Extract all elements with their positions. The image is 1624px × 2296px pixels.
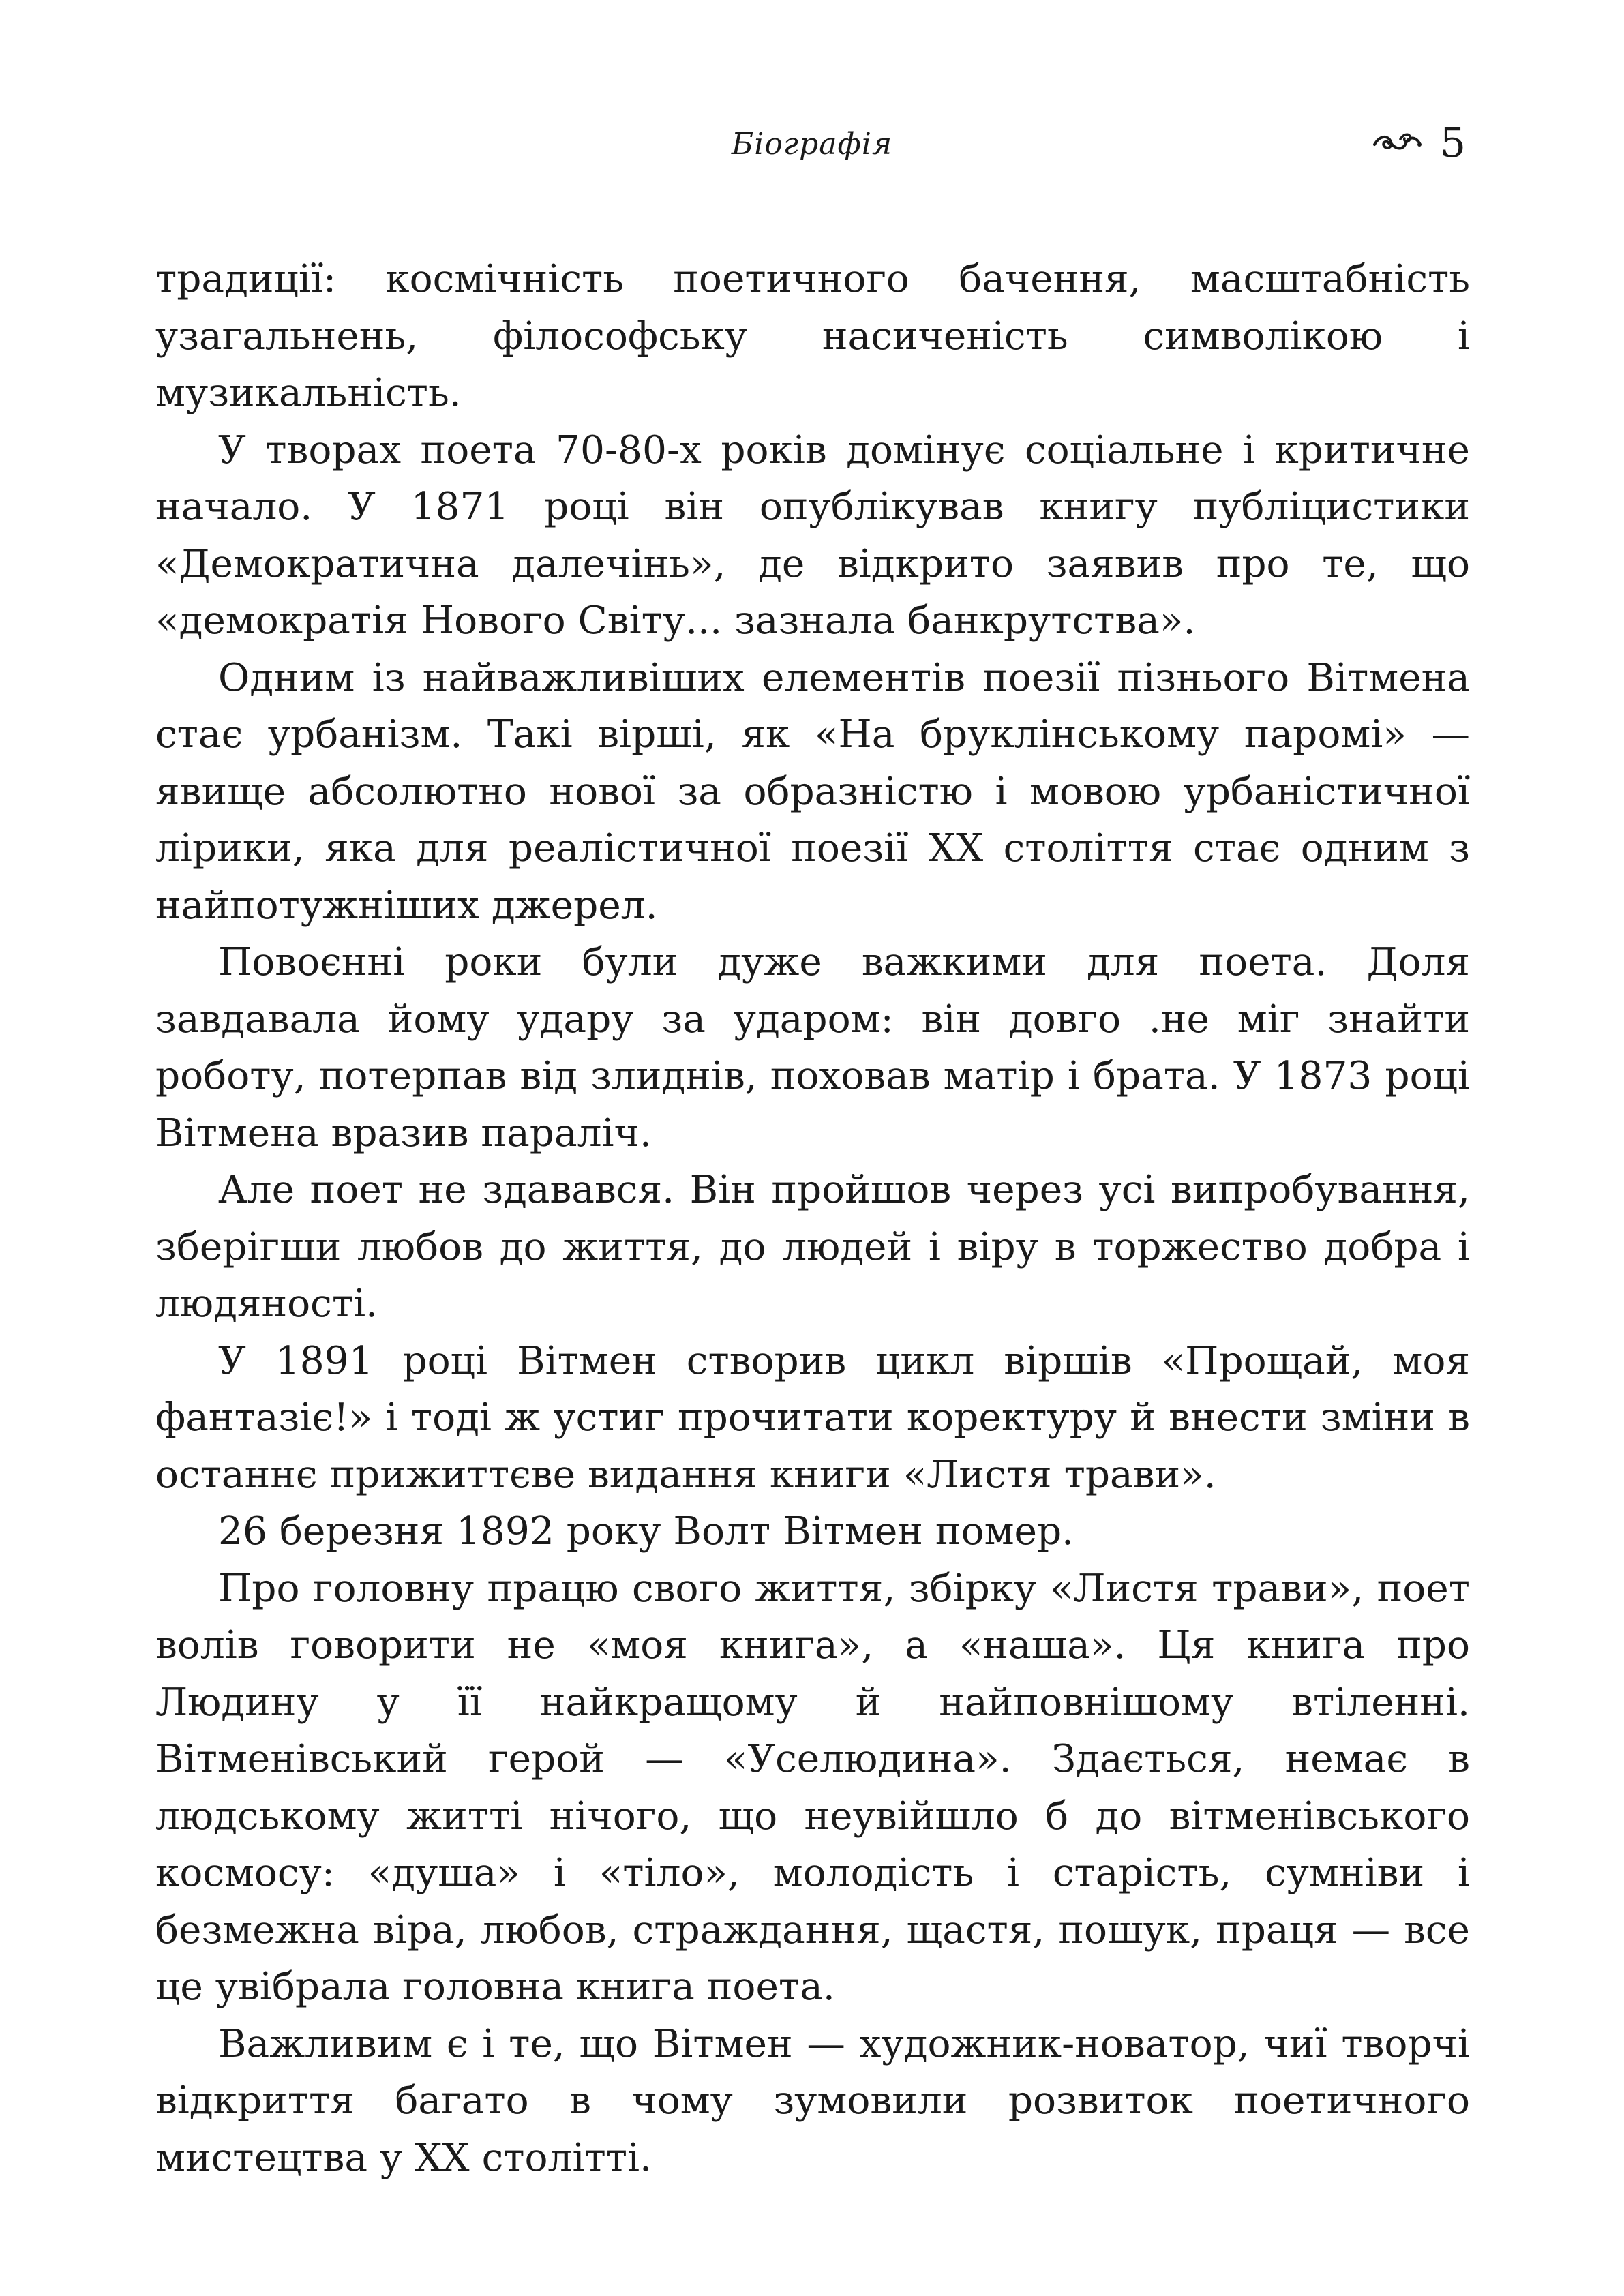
- paragraph: традиції: космічність поетичного бачення, масштабність узагальнень, філософську насиченість символікою і музикальність.: [155, 257, 1470, 415]
- running-title: Біографія: [731, 127, 893, 162]
- folio: [1370, 119, 1466, 167]
- paragraph: Про головну працю свого життя, збірку «Листя трави», поет волів говорити не «моя книга», а «наша». Ця книга про Людину у її найкращому й найповнішому втіленні. Вітменівський герой — «Уселюдина». Здається, немає в людському житті нічого, що неувійшло б до вітменівського космосу: «душа» і «тіло», молодість і старість, сумніви і безмежна віра, любов, страждання, щастя, пошук, праця — все це увібрала головна книга поета.: [155, 1566, 1470, 2009]
- paragraph: 26 березня 1892 року Волт Вітмен помер.: [218, 1509, 1074, 1554]
- fleuron-icon: [1370, 130, 1424, 157]
- paragraph: У творах поета 70-80-х років домінує соціальне і критичне начало. У 1871 році він опублікував книгу публіцистики «Демократична далечінь», де відкрито заявив про те, що «демократія Нового Світу... зазнала банкрутства».: [155, 427, 1470, 643]
- paragraph: Але поет не здавався. Він пройшов через усі випробування, зберігши любов до життя, до людей і віру в торжество добра і людяності.: [155, 1168, 1470, 1326]
- paragraph: Повоєнні роки були дуже важкими для поета. Доля завдавала йому удару за ударом: він довго .не міг знайти роботу, потерпав від злиднів, поховав матір і брата. У 1873 році Вітмена вразив параліч.: [155, 940, 1470, 1155]
- paragraph: Одним із найважливіших елементів поезії пізнього Вітмена стає урбанізм. Такі вірші, як «На бруклінському паромі» — явище абсолютно нової за образністю і мовою урбаністичної лірики, яка для реалістичної поезії XX століття стає одним з найпотужніших джерел.: [155, 655, 1470, 928]
- running-header: [0, 119, 1624, 177]
- paragraph: У 1891 році Вітмен створив цикл віршів «Прощай, моя фантазіє!» і тоді ж устиг прочитати коректуру й внести зміни в останнє прижиттєве видання книги «Листя трави».: [155, 1338, 1470, 1497]
- page-number: 5: [1439, 119, 1466, 167]
- body-text: [155, 251, 1470, 2186]
- paragraph: Важливим є і те, що Вітмен — художник-новатор, чиї творчі відкриття багато в чому зумовили розвиток поетичного мистецтва у XX столітті.: [155, 2021, 1470, 2180]
